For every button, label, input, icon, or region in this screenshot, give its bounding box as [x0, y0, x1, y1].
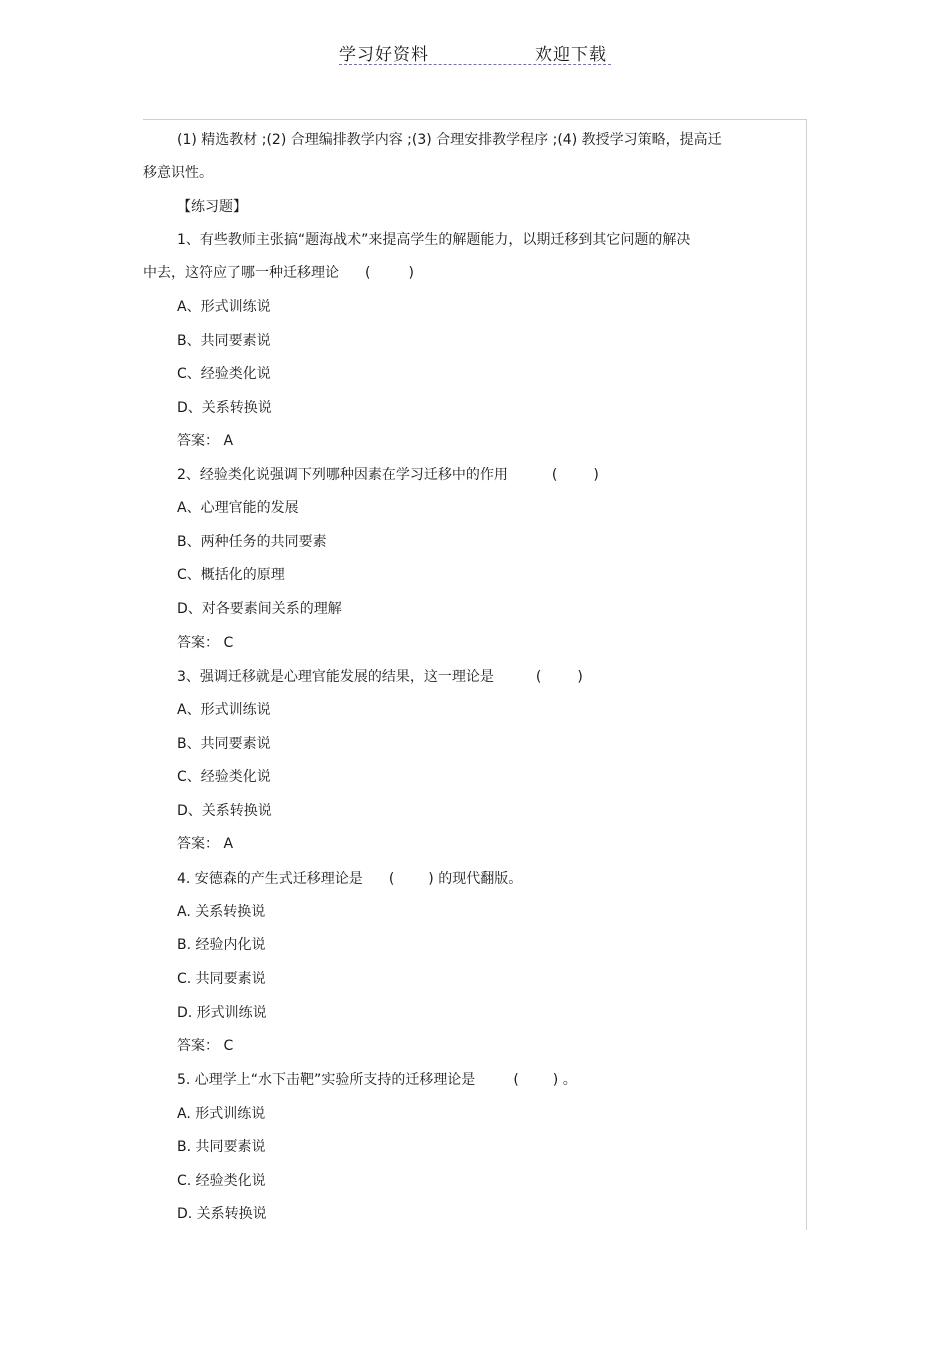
question-4-answer: 答案： C [177, 1038, 234, 1054]
question-3-paren-close: ) [577, 669, 583, 685]
section-title: 【练习题】 [177, 199, 247, 215]
header-dashed-rule [339, 64, 611, 65]
question-5-stem-pre: 5. 心理学上“水下击靶”实验所支持的迁移理论是 [177, 1072, 476, 1088]
intro-line-1: (1) 精选教材 ;(2) 合理编排教学内容 ;(3) 合理安排教学程序 ;(4) 教授学习策略，提高迁 [177, 132, 722, 148]
question-1-paren-close: ) [408, 265, 414, 281]
question-3-paren-open: ( [535, 669, 542, 685]
header-left-text: 学习好资料 [339, 45, 429, 65]
question-1-stem-text: 中去，这符应了哪一种迁移理论 [143, 265, 339, 281]
question-4-option-a: A. 关系转换说 [177, 904, 266, 920]
question-5-stem [177, 1071, 577, 1089]
question-3-answer: 答案： A [177, 836, 234, 852]
document-content [143, 119, 807, 1230]
question-2-option-b: B、两种任务的共同要素 [177, 534, 327, 550]
question-2-option-a: A、心理官能的发展 [177, 500, 299, 516]
question-2-paren-close: ) [593, 467, 599, 483]
question-2-answer: 答案： C [177, 635, 234, 651]
question-1-paren-open: ( [365, 265, 371, 281]
question-3-stem-text: 3、强调迁移就是心理官能发展的结果，这一理论是 [177, 669, 494, 685]
question-2-stem [177, 466, 599, 484]
question-1-option-b: B、共同要素说 [177, 333, 271, 349]
page-header [0, 40, 950, 70]
question-1-answer: 答案： A [177, 433, 234, 449]
question-1-option-c: C、经验类化说 [177, 366, 271, 382]
question-5-option-d: D. 关系转换说 [177, 1206, 267, 1222]
header-right-text: 欢迎下载 [535, 45, 607, 65]
question-3-option-b: B、共同要素说 [177, 736, 271, 752]
question-3-option-a: A、形式训练说 [177, 702, 271, 718]
question-4-stem-pre: 4. 安德森的产生式迁移理论是 [177, 871, 363, 887]
question-1-stem-line-1: 1、有些教师主张搞“题海战术”来提高学生的解题能力，以期迁移到其它问题的解决 [177, 232, 691, 248]
question-2-paren-open: ( [551, 467, 558, 483]
question-1-option-a: A、形式训练说 [177, 299, 271, 315]
question-5-option-a: A. 形式训练说 [177, 1106, 266, 1122]
question-3-option-c: C、经验类化说 [177, 769, 271, 785]
question-4-stem [177, 870, 522, 888]
question-4-option-c: C. 共同要素说 [177, 971, 266, 987]
question-1-stem-line-2 [143, 264, 414, 282]
question-4-option-b: B. 经验内化说 [177, 937, 266, 953]
question-2-option-c: C、概括化的原理 [177, 567, 285, 583]
question-4-option-d: D. 形式训练说 [177, 1005, 267, 1021]
question-5-option-c: C. 经验类化说 [177, 1173, 266, 1189]
question-4-paren-open: ( [388, 871, 395, 887]
question-2-stem-text: 2、经验类化说强调下列哪种因素在学习迁移中的作用 [177, 467, 508, 483]
question-4-stem-post: ) 的现代翻版。 [428, 871, 523, 887]
question-3-option-d: D、关系转换说 [177, 803, 272, 819]
question-5-option-b: B. 共同要素说 [177, 1139, 266, 1155]
intro-line-2: 移意识性。 [143, 165, 213, 181]
question-1-option-d: D、关系转换说 [177, 400, 272, 416]
question-5-paren-open: ( [513, 1072, 519, 1088]
question-3-stem [177, 668, 583, 686]
question-2-option-d: D、对各要素间关系的理解 [177, 601, 342, 617]
question-5-stem-post: ) 。 [552, 1072, 577, 1088]
